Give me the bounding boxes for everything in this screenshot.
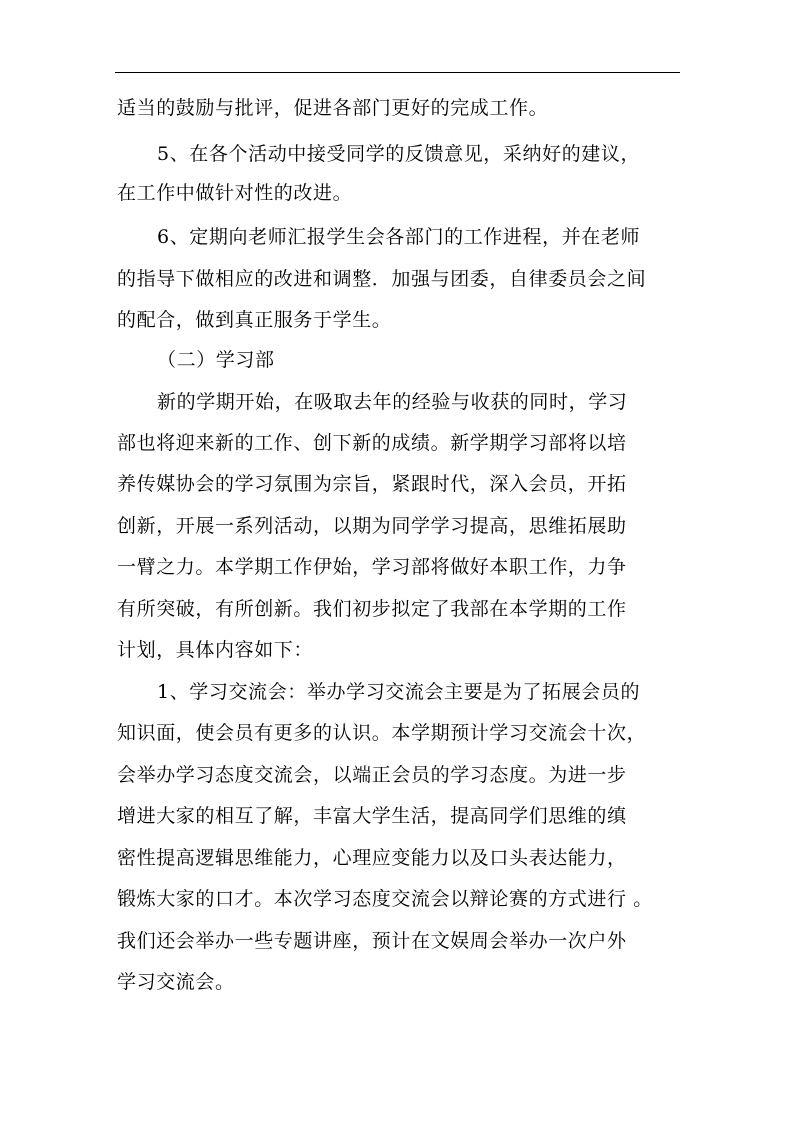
text-line: 学习交流会。 [117,971,235,993]
text-line: 有所突破，有所创新。我们初步拟定了我部在本学期的工作 [117,598,627,620]
text-line: 我们还会举办一些专题讲座，预计在文娱周会举办一次户外 [117,930,627,952]
text-line: 一臂之力。本学期工作伊始，学习部将做好本职工作，力争 [117,556,627,578]
text-line: 创新，开展一系列活动，以期为同学学习提高，思维拓展助 [117,515,627,537]
text-line: 1、学习交流会：举办学习交流会主要是为了拓展会员的 [157,681,641,703]
text-line: 在工作中做针对性的改进。 [117,182,353,204]
text-line: 的指导下做相应的改进和调整．加强与团委，自律委员会之间 [117,268,647,290]
text-line: 部也将迎来新的工作、创下新的成绩。新学期学习部将以培 [117,432,627,454]
text-line: 的配合，做到真正服务于学生。 [117,309,392,331]
header-rule [115,72,680,73]
text-line: 增进大家的相互了解，丰富大学生活，提高同学们思维的缜 [117,805,627,827]
text-line: 养传媒协会的学习氛围为宗旨，紧跟时代，深入会员，开拓 [117,473,627,495]
text-line: 新的学期开始，在吸取去年的经验与收获的同时，学习 [157,391,628,413]
text-line: 密性提高逻辑思维能力，心理应变能力以及口头表达能力， [117,847,627,869]
text-line: 会举办学习态度交流会，以端正会员的学习态度。为进一步 [117,764,627,786]
text-line: 6、定期向老师汇报学生会各部门的工作进程，并在老师 [157,226,641,248]
text-line: 适当的鼓励与批评，促进各部门更好的完成工作。 [117,97,549,119]
text-line: 5、在各个活动中接受同学的反馈意见，采纳好的建议， [157,143,641,165]
section-heading: （二）学习部 [157,349,275,371]
text-line: 计划，具体内容如下： [117,639,314,661]
text-line: 锻炼大家的口才。本次学习态度交流会以辩论赛的方式进行 。 [117,888,653,910]
text-line: 知识面，使会员有更多的认识。本学期预计学习交流会十次， [117,722,647,744]
